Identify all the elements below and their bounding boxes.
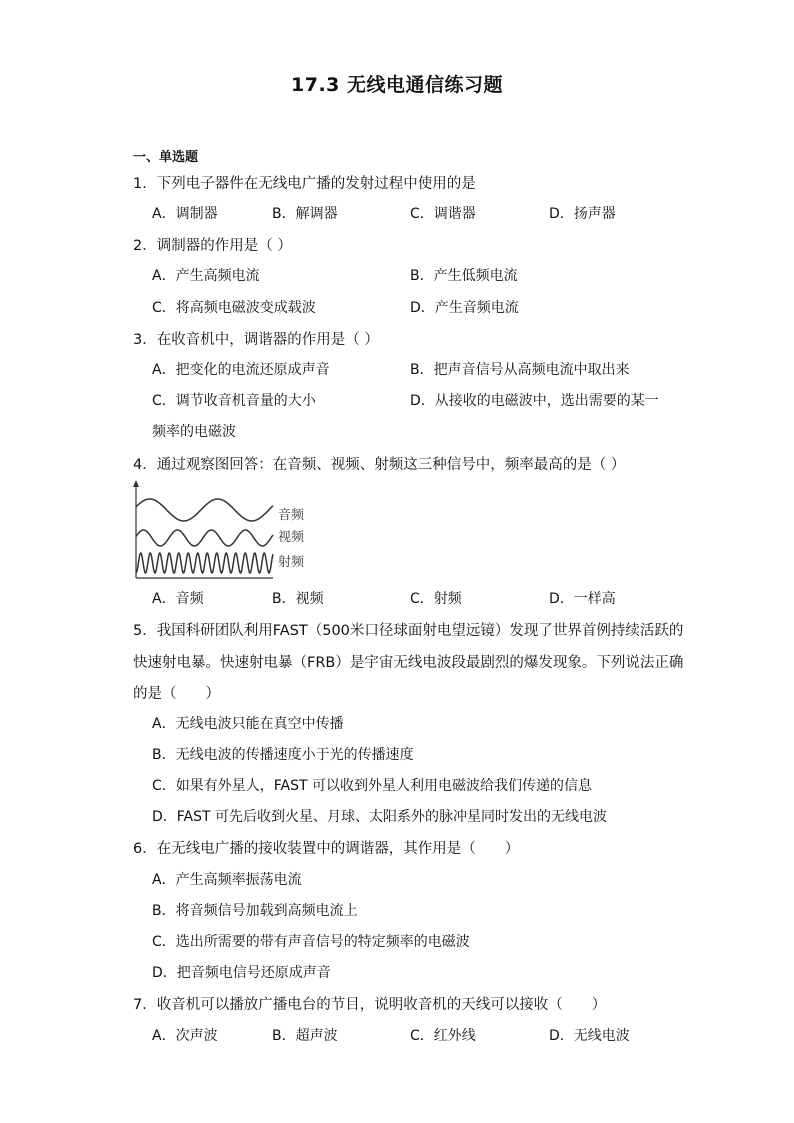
q3-option-d[interactable]: D．从接收的电磁波中，选出需要的某一 bbox=[410, 393, 659, 409]
q3-option-a[interactable]: A．把变化的电流还原成声音 bbox=[152, 362, 330, 378]
q2-option-d[interactable]: D．产生音频电流 bbox=[410, 300, 519, 316]
audio-label: 音频 bbox=[278, 508, 305, 523]
q1-option-a[interactable]: A．调制器 bbox=[152, 206, 218, 222]
q2-option-c[interactable]: C．将高频电磁波变成载波 bbox=[152, 300, 316, 316]
q7-option-c[interactable]: C．红外线 bbox=[410, 1028, 476, 1044]
q7-option-b[interactable]: B．超声波 bbox=[272, 1028, 338, 1044]
question-7-stem: 7．收音机可以播放广播电台的节目，说明收音机的天线可以接收（ ） bbox=[133, 997, 607, 1013]
video-wave bbox=[136, 530, 273, 546]
q6-option-a[interactable]: A．产生高频率振荡电流 bbox=[152, 872, 302, 888]
q4-option-b[interactable]: B．视频 bbox=[272, 591, 324, 607]
q1-option-d[interactable]: D．扬声器 bbox=[549, 206, 616, 222]
question-5-stem-line-1: 5．我国科研团队利用FAST（500米口径球面射电望远镜）发现了世界首例持续活跃的 bbox=[133, 623, 684, 639]
q5-option-a[interactable]: A．无线电波只能在真空中传播 bbox=[152, 716, 344, 732]
q4-option-a[interactable]: A．音频 bbox=[152, 591, 204, 607]
q5-option-d[interactable]: D．FAST 可先后收到火星、月球、太阳系外的脉冲星同时发出的无线电波 bbox=[152, 809, 608, 825]
q4-option-c[interactable]: C．射频 bbox=[410, 591, 462, 607]
question-2-stem: 2．调制器的作用是（ ） bbox=[133, 238, 292, 254]
rf-label: 射频 bbox=[278, 555, 305, 570]
q3-option-c[interactable]: C．调节收音机音量的大小 bbox=[152, 393, 316, 409]
q4-option-d[interactable]: D．一样高 bbox=[549, 591, 616, 607]
audio-wave bbox=[136, 499, 273, 521]
q1-option-c[interactable]: C．调谐器 bbox=[410, 206, 476, 222]
y-axis-arrow-icon bbox=[133, 480, 139, 487]
q5-option-c[interactable]: C．如果有外星人，FAST 可以收到外星人利用电磁波给我们传递的信息 bbox=[152, 778, 593, 794]
section-heading: 一、单选题 bbox=[133, 150, 199, 165]
q3-option-b[interactable]: B．把声音信号从高频电流中取出来 bbox=[410, 362, 630, 378]
q3-option-d-continuation: 频率的电磁波 bbox=[152, 424, 236, 440]
q5-option-b[interactable]: B．无线电波的传播速度小于光的传播速度 bbox=[152, 747, 414, 763]
q2-option-a[interactable]: A．产生高频电流 bbox=[152, 268, 260, 284]
q1-option-b[interactable]: B．解调器 bbox=[272, 206, 338, 222]
video-label: 视频 bbox=[278, 530, 305, 545]
page-title: 17.3 无线电通信练习题 bbox=[291, 74, 503, 96]
question-6-stem: 6．在无线电广播的接收装置中的调谐器，其作用是（ ） bbox=[133, 841, 520, 857]
question-5-stem-line-3: 的是（ ） bbox=[133, 686, 220, 702]
question-1-stem: 1．下列电子器件在无线电广播的发射过程中使用的是 bbox=[133, 176, 476, 192]
signal-waveform-figure bbox=[128, 478, 308, 580]
q6-option-b[interactable]: B．将音频信号加载到高频电流上 bbox=[152, 903, 358, 919]
q7-option-d[interactable]: D．无线电波 bbox=[549, 1028, 630, 1044]
q6-option-d[interactable]: D．把音频电信号还原成声音 bbox=[152, 965, 331, 981]
q7-option-a[interactable]: A．次声波 bbox=[152, 1028, 218, 1044]
question-3-stem: 3．在收音机中，调谐器的作用是（ ） bbox=[133, 332, 379, 348]
question-5-stem-line-2: 快速射电暴。快速射电暴（FRB）是宇宙无线电波段最剧烈的爆发现象。下列说法正确 bbox=[133, 655, 684, 671]
question-4-stem: 4．通过观察图回答：在音频、视频、射频这三种信号中，频率最高的是（ ） bbox=[133, 457, 626, 473]
q2-option-b[interactable]: B．产生低频电流 bbox=[410, 268, 518, 284]
rf-wave bbox=[136, 553, 273, 573]
q6-option-c[interactable]: C．选出所需要的带有声音信号的特定频率的电磁波 bbox=[152, 934, 470, 950]
